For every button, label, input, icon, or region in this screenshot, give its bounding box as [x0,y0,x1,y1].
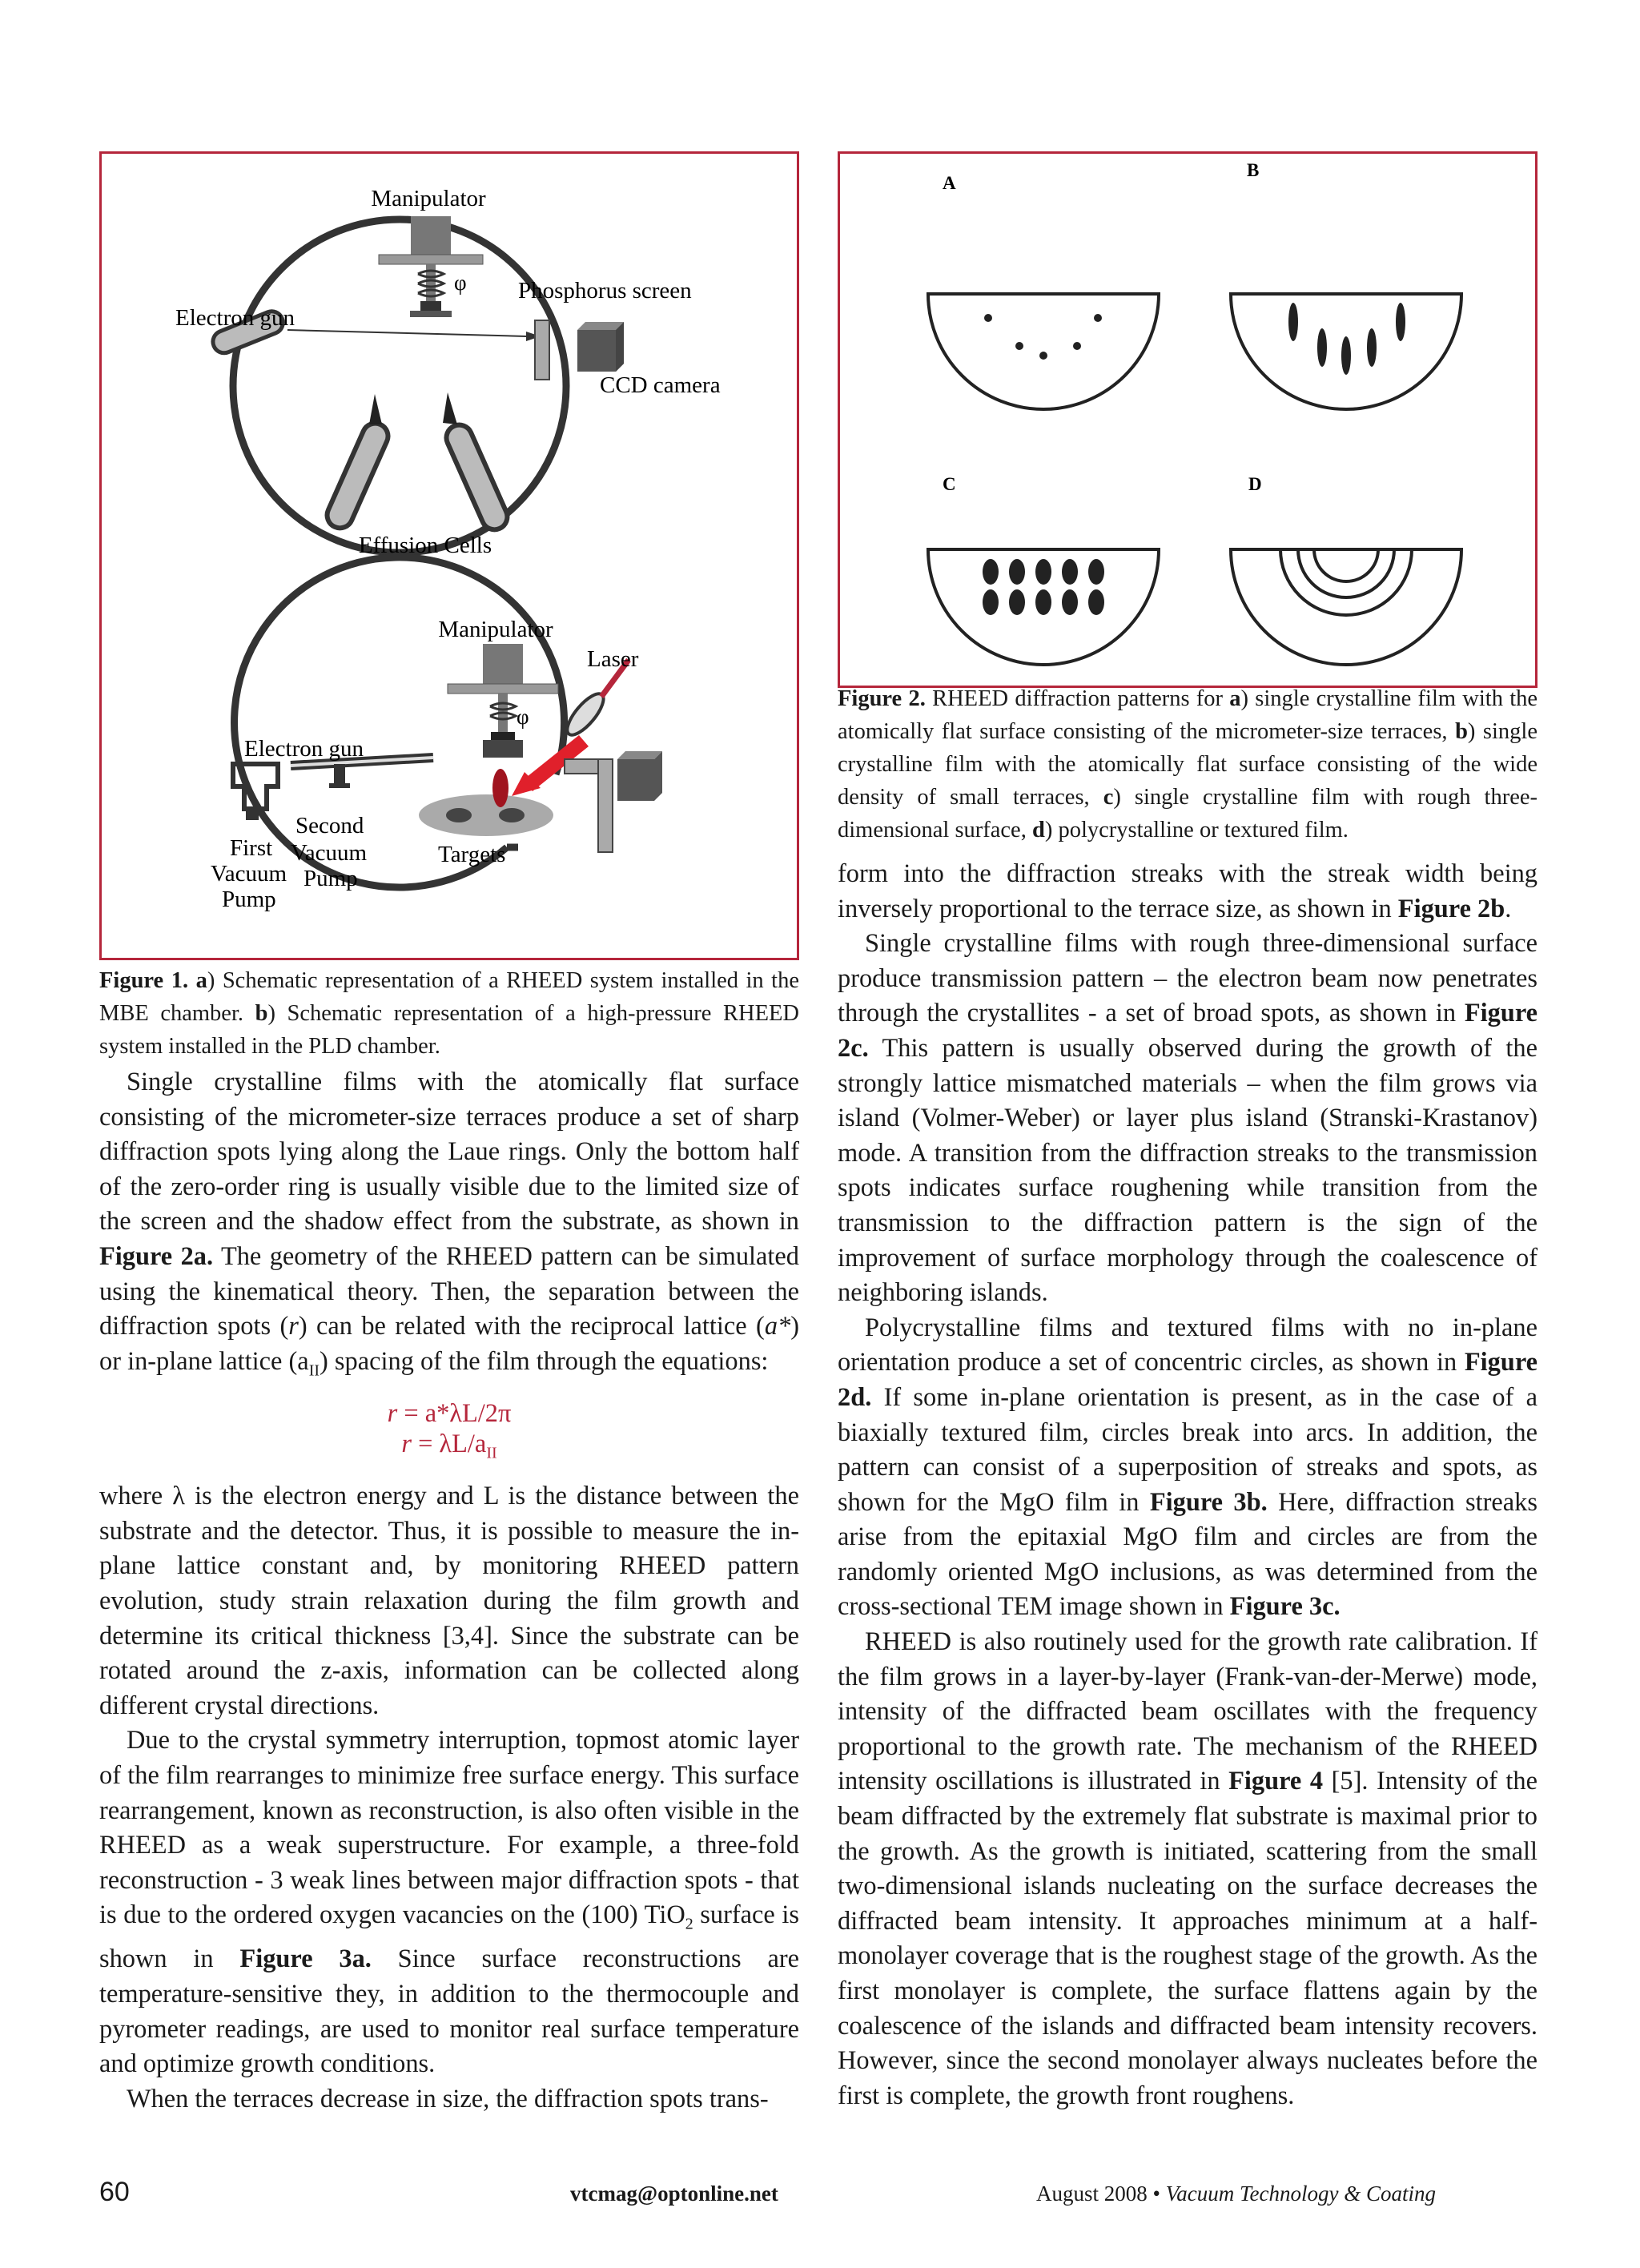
panel-label-a: A [943,173,956,193]
page-number: 60 [99,2177,130,2207]
label-electron-gun-a: Electron gun [175,305,295,331]
label-phosphorus-screen: Phosphorus screen [518,278,692,304]
figure-1-frame [99,151,799,960]
pattern-c-broad-spots [928,549,1159,665]
figure-2-diagram [840,154,1535,686]
label-second-pump-3: Pump [303,866,358,891]
right-paragraph-1: form into the diffraction streaks with the streak width being inversely proportional to the terrace size, as shown in Figure 2b. [838,859,1538,923]
figure-2-caption: Figure 2. RHEED diffraction patterns for a) single crystalline film with the atomically flat surface consisting of the micrometer-size terraces, b) single crystalline film with the atomically flat surface consisting of the wide density of small terraces, c) single crystalline film with rough three-dimensional surface, d) polycrystalline or textured film. [838,686,1538,842]
left-paragraph-2: where λ is the electron energy and L is the distance between the substrate and the detector. Thus, it is possible to measure the in-plane lattice constant and, by monitoring RHEED pattern evolution, study strain relaxation during the film growth and determine its critical thickness [3,4]. Since the substrate can be rotated around the z-axis, information can be collected along different crystal directions. [99,1482,799,1720]
panel-label-c: C [943,474,956,494]
pattern-a-spots [928,294,1159,409]
label-electron-gun-b: Electron gun [244,736,364,762]
equation-1: r = a*λL/2π [387,1398,512,1428]
label-phi-a: φ [454,271,467,295]
label-ccd-camera: CCD camera [600,372,721,398]
label-manipulator-a: Manipulator [371,186,486,211]
figure-1-caption: Figure 1. a) Schematic representation of a RHEED system installed in the MBE chamber. b) Schematic representation of a high-pressure RHEED system installed in the PLD chamber. [99,968,800,1059]
figure-2-frame [838,151,1538,688]
label-phi-b: φ [517,705,529,729]
footer-email: vtcmag@optonline.net [570,2182,778,2206]
ccd-camera-b-icon [617,751,662,801]
figure-1-diagram [102,154,797,958]
left-column [99,1065,799,2117]
footer-bullet: • [1152,2182,1160,2206]
manipulator-a-block [411,216,451,255]
left-paragraph-3: Due to the crystal symmetry interruption, topmost atomic layer of the film rearranges to minimize free surface energy. This surface rearrangement, known as reconstruction, is also often visible in the RHEED as a weak superstructure. For example, a three-fold reconstruction - 3 weak lines between major diffraction spots - that is due to the ordered oxygen vacancies on the (100) TiO$_2$ surface is shown in Figure 3a. Since surface reconstructions are temperature-sensitive they, in addition to the thermocouple and pyrometer readings, are used to monitor real surface temperature and optimize growth conditions. [99,1726,800,2079]
left-paragraph-1: Single crystalline films with the atomically flat surface consisting of the micrometer-size terraces produce a set of sharp diffraction spots lying along the Laue rings. Only the bottom half of the zero-order ring is usually visible due to the limited size of the screen and the shadow effect from the substrate, as shown in Figure 2a. The geometry of the RHEED pattern can be simulated using the kinematical theory. Then, the separation between the diffraction spots (r) can be related with the reciprocal lattice (a*) or in-plane lattice $(a_{II})$ spacing of the film through the equations: [99,1068,800,1380]
right-column [838,857,1538,2113]
label-first-pump-2: Vacuum [211,861,287,887]
label-second-pump-1: Second [295,813,364,838]
label-manipulator-b: Manipulator [438,617,553,642]
mbe-chamber-diagram [210,216,624,553]
label-targets: Targets [438,842,506,867]
panel-label-d: D [1248,474,1262,494]
targets-holder [419,794,553,836]
right-paragraph-3: Polycrystalline films and textured films with no in-plane orientation produce a set of concentric circles, as shown in Figure 2d. If some in-plane orientation is present, as in the case of a biaxially textured film, circles break into arcs. In addition, the pattern can consist of a superposition of streaks and spots, as shown for the MgO film in Figure 3b. Here, diffraction streaks arise from the epitaxial MgO film and circles are from the randomly oriented MgO inclusions, as was determined from the cross-sectional TEM image shown in Figure 3c. [838,1313,1538,1622]
label-effusion-cells: Effusion Cells [358,533,492,558]
pattern-d-rings [1231,549,1461,665]
ccd-camera-icon [577,322,624,372]
label-first-pump-3: Pump [222,887,276,912]
label-laser: Laser [587,646,639,672]
equation-2: $r = \lambda L/a_{II}$ [401,1429,497,1462]
footer-issue: August 2008 • Vacuum Technology & Coating [1036,2182,1436,2206]
manipulator-b-block [483,644,523,684]
right-paragraph-2: Single crystalline films with rough three-dimensional surface produce transmission pattern – the electron beam now penetrates through the crystallites - a set of broad spots, as shown in Figure 2c. This pattern is usually observed during the growth of the strongly lattice mismatched materials – when the film grows via island (Volmer-Weber) or layer plus island (Stranski-Krastanov) mode. A transition from the diffraction streaks to the transmission spots indicates surface roughening while transition from the transmission to the diffraction pattern is the sign of the improvement of surface morphology through the coalescence of neighboring islands. [838,929,1538,1308]
footer-journal: Vacuum Technology & Coating [1165,2182,1436,2206]
panel-label-b: B [1247,160,1260,180]
left-paragraph-4: When the terraces decrease in size, the diffraction spots trans- [127,2084,769,2113]
label-second-pump-2: Vacuum [291,840,368,866]
label-first-pump-1: First [230,835,273,861]
pattern-b-streaks [1231,294,1461,409]
mbe-chamber [233,219,566,553]
phosphorus-screen [535,320,549,380]
right-paragraph-4: RHEED is also routinely used for the growth rate calibration. If the film grows in a layer-by-layer (Frank-van-der-Merwe) mode, intensity of the diffracted beam oscillates with the frequency proportional to the growth rate. The mechanism of the RHEED intensity oscillations is illustrated in Figure 4 [5]. Intensity of the beam diffracted by the extremely flat substrate is maximal prior to the growth. As the growth is initiated, scattering from the small two-dimensional islands nucleating on the surface decreases the diffracted beam intensity. It approaches minimum at a half-monolayer coverage that is the roughest stage of the growth. As the first monolayer is complete, the surface flattens again by the coalescence of the islands and diffracted beam intensity recovers. However, since the second monolayer always nucleates before the first is complete, the growth front roughens. [838,1627,1538,2110]
